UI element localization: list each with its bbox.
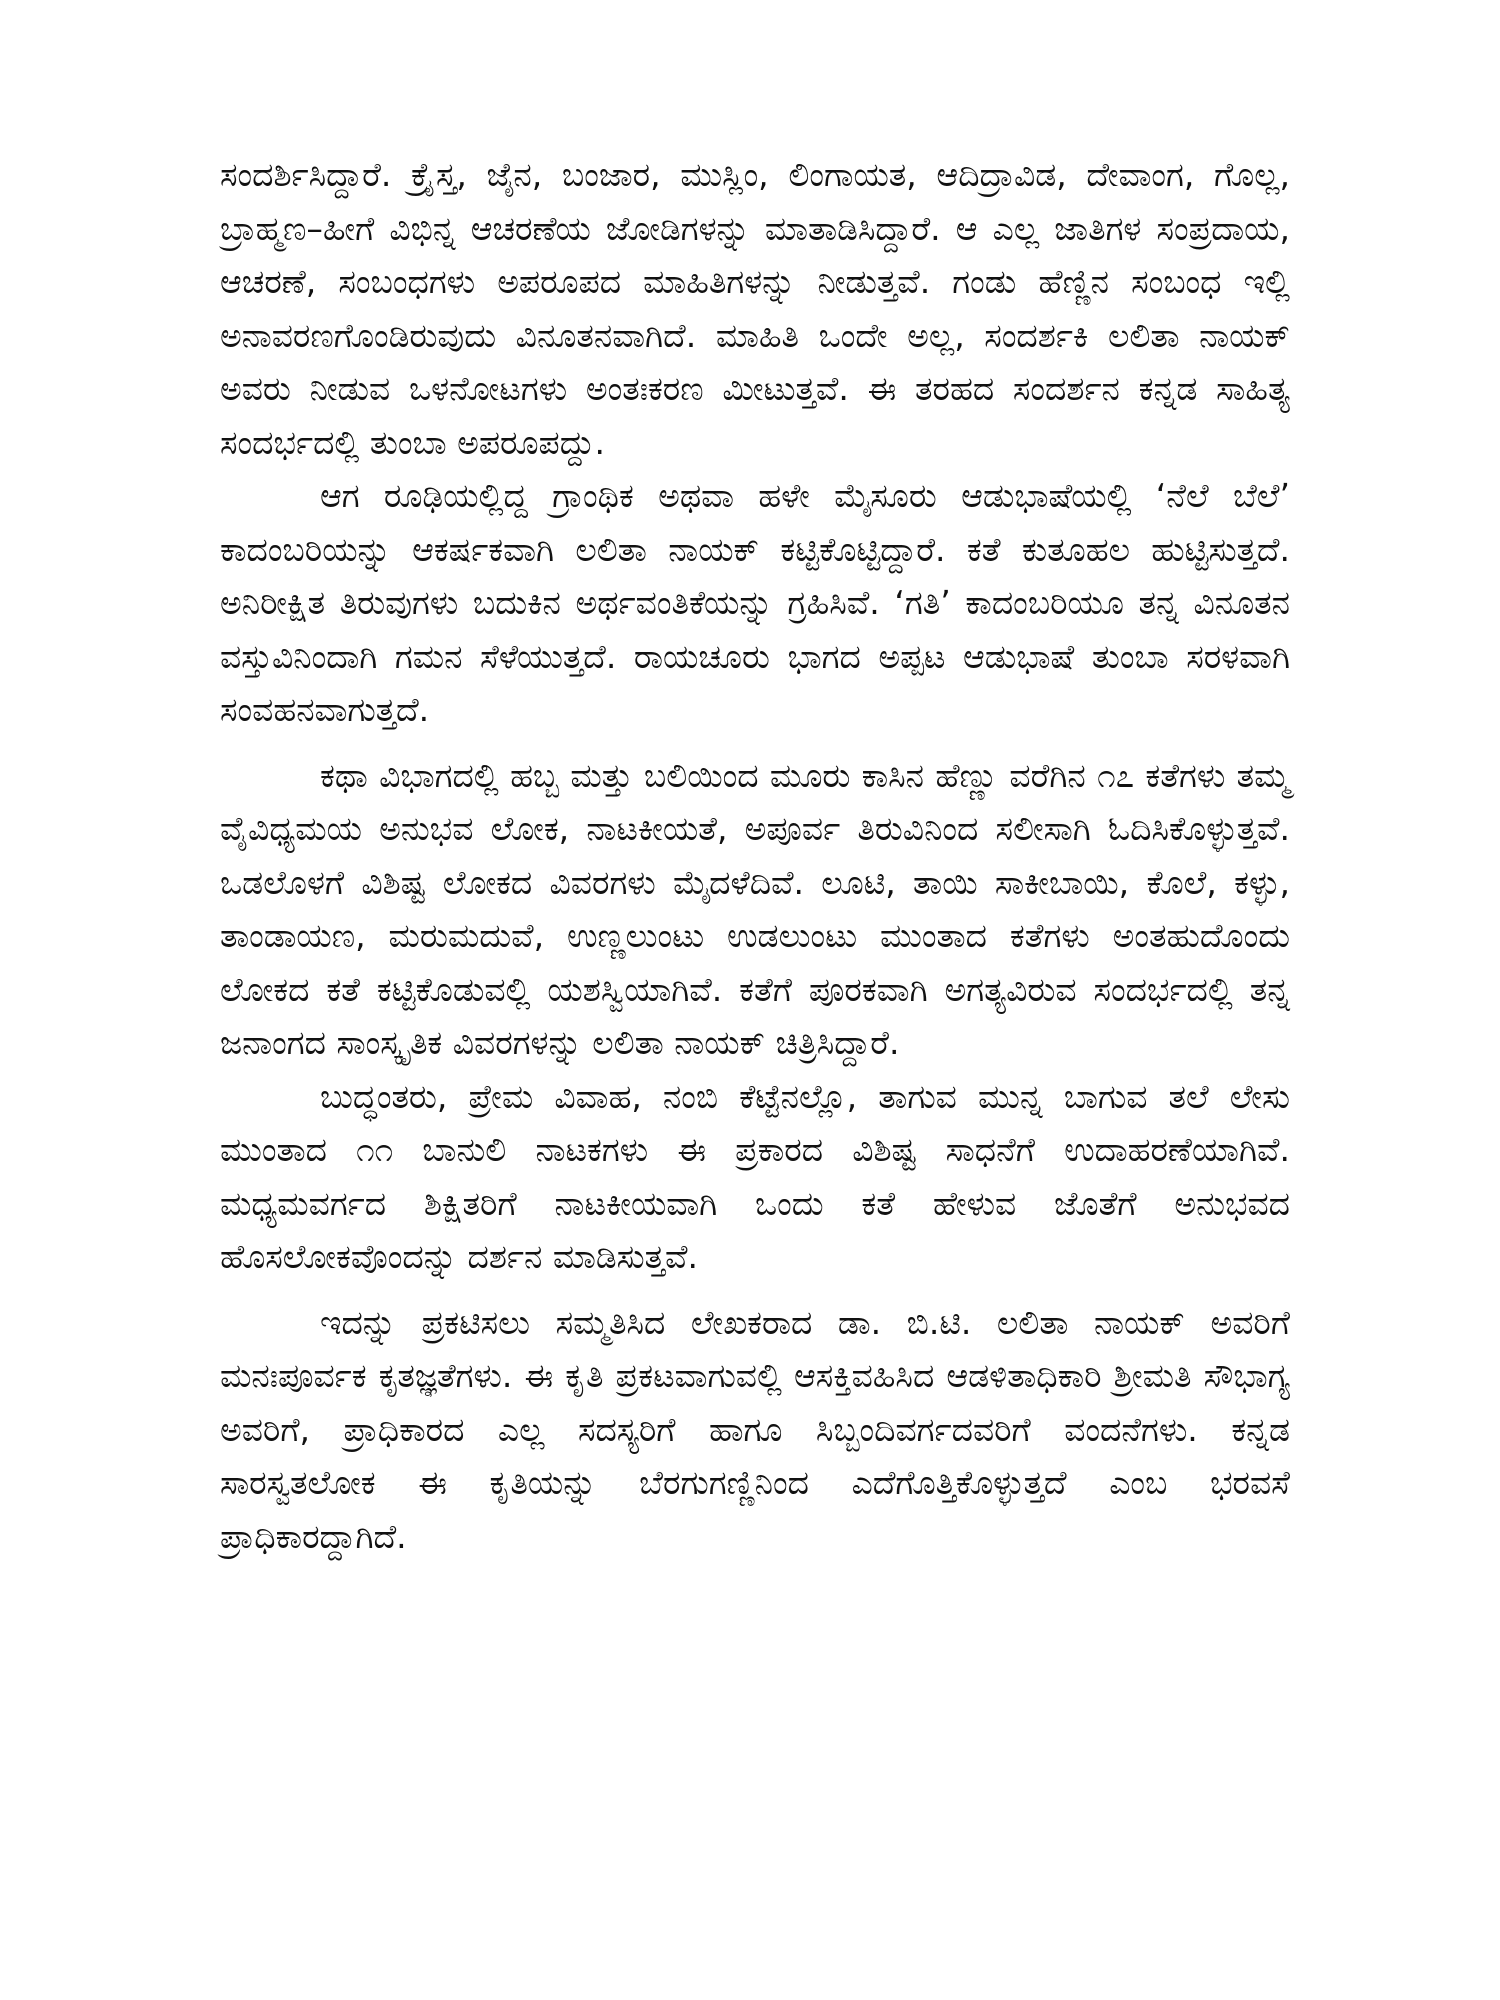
paragraph-intro: ಸಂದರ್ಶಿಸಿದ್ದಾರೆ. ಕ್ರೈಸ್ತ, ಜೈನ, ಬಂಜಾರ, ಮುಸ್ಲಿಂ, ಲಿಂಗಾಯತ, ಆದಿದ್ರಾವಿಡ, ದೇವಾಂಗ, ಗೊಲ್ಲ, ಬ್ರಾಹ್ಮಣ–ಹೀಗೆ ವಿಭಿನ್ನ ಆಚರಣೆಯ ಜೋಡಿಗಳನ್ನು ಮಾತಾಡಿಸಿದ್ದಾರೆ. ಆ ಎಲ್ಲ ಜಾತಿಗಳ ಸಂಪ್ರದಾಯ, ಆಚರಣೆ, ಸಂಬಂಧಗಳು ಅಪರೂಪದ ಮಾಹಿತಿಗಳನ್ನು ನೀಡುತ್ತವೆ. ಗಂಡು ಹೆಣ್ಣಿನ ಸಂಬಂಧ ಇಲ್ಲಿ ಅನಾವರಣಗೊಂಡಿರುವುದು ವಿನೂತನವಾಗಿದೆ. ಮಾಹಿತಿ ಒಂದೇ ಅಲ್ಲ, ಸಂದರ್ಶಕಿ ಲಲಿತಾ ನಾಯಕ್ ಅವರು ನೀಡುವ ಒಳನೋಟಗಳು ಅಂತಃಕರಣ ಮೀಟುತ್ತವೆ. ಈ ತರಹದ ಸಂದರ್ಶನ ಕನ್ನಡ ಸಾಹಿತ್ಯ ಸಂದರ್ಭದಲ್ಲಿ ತುಂಬಾ ಅಪರೂಪದ್ದು. — [220, 155, 1290, 462]
paragraph-acknowledgement: ಇದನ್ನು ಪ್ರಕಟಿಸಲು ಸಮ್ಮತಿಸಿದ ಲೇಖಕರಾದ ಡಾ. ಬಿ.ಟಿ. ಲಲಿತಾ ನಾಯಕ್ ಅವರಿಗೆ ಮನಃಪೂರ್ವಕ ಕೃತಜ್ಞತೆಗಳು. ಈ ಕೃತಿ ಪ್ರಕಟವಾಗುವಲ್ಲಿ ಆಸಕ್ತಿವಹಿಸಿದ ಆಡಳಿತಾಧಿಕಾರಿ ಶ್ರೀಮತಿ ಸೌಭಾಗ್ಯ ಅವರಿಗೆ, ಪ್ರಾಧಿಕಾರದ ಎಲ್ಲ ಸದಸ್ಯರಿಗೆ ಹಾಗೂ ಸಿಬ್ಬಂದಿವರ್ಗದವರಿಗೆ ವಂದನೆಗಳು. ಕನ್ನಡ ಸಾರಸ್ವತಲೋಕ ಈ ಕೃತಿಯನ್ನು ಬೆರಗುಗಣ್ಣಿನಿಂದ ಎದೆಗೊತ್ತಿಕೊಳ್ಳುತ್ತದೆ ಎಂಬ ಭರವಸೆ ಪ್ರಾಧಿಕಾರದ್ದಾಗಿದೆ. — [220, 1302, 1290, 1556]
paragraph-radio-plays: ಬುದ್ಧಂತರು, ಪ್ರೇಮ ವಿವಾಹ, ನಂಬಿ ಕೆಟ್ಟೆನಲ್ಲೊ, ತಾಗುವ ಮುನ್ನ ಬಾಗುವ ತಲೆ ಲೇಸು ಮುಂತಾದ ೧೧ ಬಾನುಲಿ ನಾಟಕಗಳು ಈ ಪ್ರಕಾರದ ವಿಶಿಷ್ಟ ಸಾಧನೆಗೆ ಉದಾಹರಣೆಯಾಗಿವೆ. ಮಧ್ಯಮವರ್ಗದ ಶಿಕ್ಷಿತರಿಗೆ ನಾಟಕೀಯವಾಗಿ ಒಂದು ಕತೆ ಹೇಳುವ ಜೊತೆಗೆ ಅನುಭವದ ಹೊಸಲೋಕವೊಂದನ್ನು ದರ್ಶನ ಮಾಡಿಸುತ್ತವೆ. — [220, 1076, 1290, 1276]
paragraph-stories: ಕಥಾ ವಿಭಾಗದಲ್ಲಿ ಹಬ್ಬ ಮತ್ತು ಬಲಿಯಿಂದ ಮೂರು ಕಾಸಿನ ಹೆಣ್ಣು ವರೆಗಿನ ೧೭ ಕತೆಗಳು ತಮ್ಮ ವೈವಿಧ್ಯಮಯ ಅನುಭವ ಲೋಕ, ನಾಟಕೀಯತೆ, ಅಪೂರ್ವ ತಿರುವಿನಿಂದ ಸಲೀಸಾಗಿ ಓದಿಸಿಕೊಳ್ಳುತ್ತವೆ. ಒಡಲೊಳಗೆ ವಿಶಿಷ್ಟ ಲೋಕದ ವಿವರಗಳು ಮೈದಳೆದಿವೆ. ಲೂಟಿ, ತಾಯಿ ಸಾಕೀಬಾಯಿ, ಕೊಲೆ, ಕಳ್ಳು, ತಾಂಡಾಯಣ, ಮರುಮದುವೆ, ಉಣ್ಣಲುಂಟು ಉಡಲುಂಟು ಮುಂತಾದ ಕತೆಗಳು ಅಂತಹುದೊಂದು ಲೋಕದ ಕತೆ ಕಟ್ಟಿಕೊಡುವಲ್ಲಿ ಯಶಸ್ವಿಯಾಗಿವೆ. ಕತೆಗೆ ಪೂರಕವಾಗಿ ಅಗತ್ಯವಿರುವ ಸಂದರ್ಭದಲ್ಲಿ ತನ್ನ ಜನಾಂಗದ ಸಾಂಸ್ಕೃತಿಕ ವಿವರಗಳನ್ನು ಲಲಿತಾ ನಾಯಕ್ ಚಿತ್ರಿಸಿದ್ದಾರೆ. — [220, 755, 1290, 1062]
paragraph-novels: ಆಗ ರೂಢಿಯಲ್ಲಿದ್ದ ಗ್ರಾಂಥಿಕ ಅಥವಾ ಹಳೇ ಮೈಸೂರು ಆಡುಭಾಷೆಯಲ್ಲಿ ‘ನೆಲೆ ಬೆಲೆ’ ಕಾದಂಬರಿಯನ್ನು ಆಕರ್ಷಕವಾಗಿ ಲಲಿತಾ ನಾಯಕ್ ಕಟ್ಟಿಕೊಟ್ಟಿದ್ದಾರೆ. ಕತೆ ಕುತೂಹಲ ಹುಟ್ಟಿಸುತ್ತದೆ. ಅನಿರೀಕ್ಷಿತ ತಿರುವುಗಳು ಬದುಕಿನ ಅರ್ಥವಂತಿಕೆಯನ್ನು ಗ್ರಹಿಸಿವೆ. ‘ಗತಿ’ ಕಾದಂಬರಿಯೂ ತನ್ನ ವಿನೂತನ ವಸ್ತುವಿನಿಂದಾಗಿ ಗಮನ ಸೆಳೆಯುತ್ತದೆ. ರಾಯಚೂರು ಭಾಗದ ಅಪ್ಪಟ ಆಡುಭಾಷೆ ತುಂಬಾ ಸರಳವಾಗಿ ಸಂವಹನವಾಗುತ್ತದೆ. — [220, 476, 1290, 729]
